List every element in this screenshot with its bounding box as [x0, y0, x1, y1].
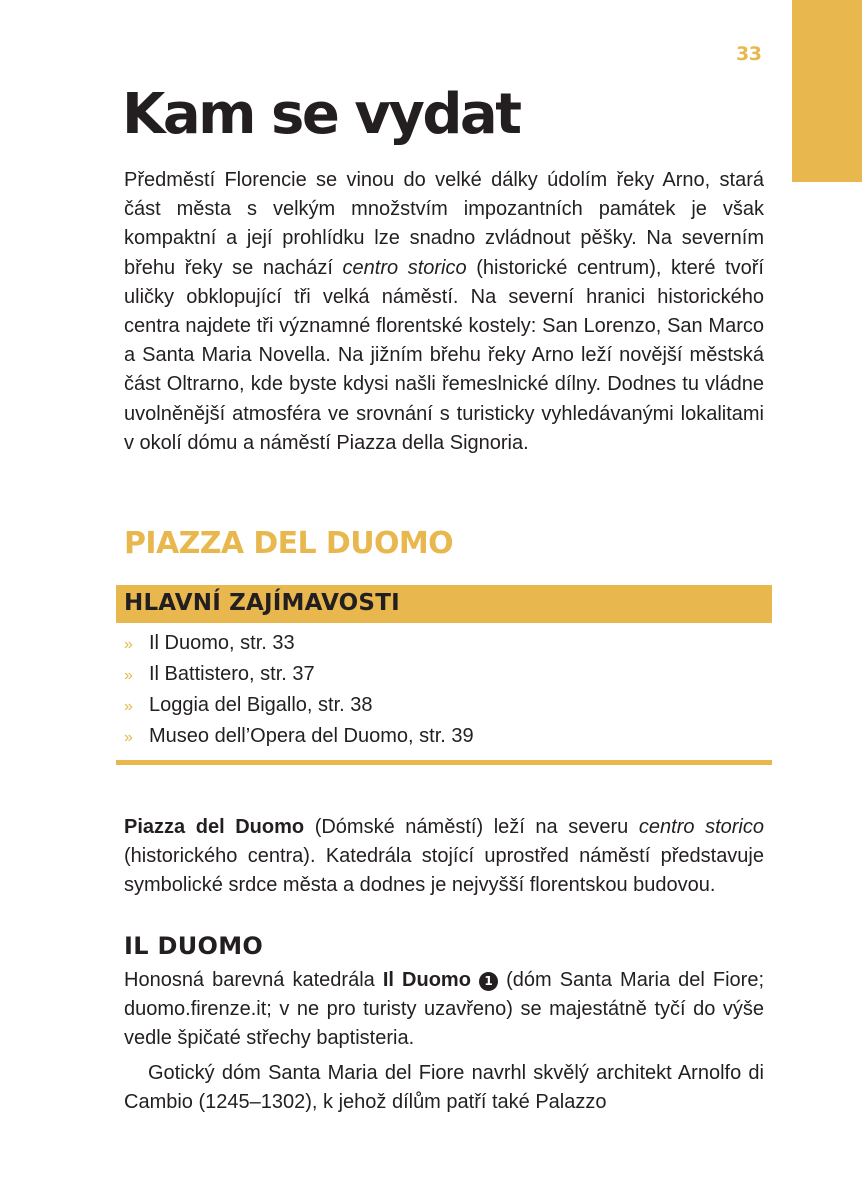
highlight-label: Museo dell’Opera del Duomo, str. 39 [149, 725, 474, 747]
duomo-paragraph-2: Gotický dóm Santa Maria del Fiore navrhl skvělý architekt Arnolfo di Cambio (1245–1302), k jehož dílům patří také Palazzo [124, 1062, 764, 1114]
map-marker-icon: 1 [479, 972, 498, 991]
highlight-label: Loggia del Bigallo, str. 38 [149, 694, 373, 716]
duomo-bold: Il Duomo [382, 969, 471, 991]
highlight-item [124, 659, 474, 690]
duomo-heading: IL DUOMO [124, 932, 264, 960]
intro-italic: centro storico [342, 256, 467, 279]
bullet-icon: » [124, 698, 133, 715]
highlight-label: Il Duomo, str. 33 [149, 632, 295, 654]
piazza-italic: centro storico [638, 816, 764, 838]
piazza-text-1: (Dómské náměstí) leží na severu [304, 816, 639, 838]
duomo-text-2: (dóm Santa Maria del Fiore; duomo.firenze.it; v ne pro turisty uzavřeno) se majestátně tyčí do výše vedle špičaté střechy baptisteria. [124, 969, 765, 1050]
duomo-paragraph-1 [124, 966, 764, 1054]
chapter-tab [792, 0, 862, 182]
highlight-item [124, 690, 474, 721]
piazza-text-2: (historického centra). Katedrála stojící uprostřed náměstí představuje symbolické srdce města a dodnes je nejvyšší florentskou budovou. [124, 845, 764, 897]
bullet-icon: » [124, 667, 133, 684]
highlight-item [124, 721, 474, 752]
piazza-bold: Piazza del Duomo [124, 816, 305, 838]
bullet-icon: » [124, 729, 133, 746]
section-heading: PIAZZA DEL DUOMO [124, 526, 454, 561]
highlights-heading: HLAVNÍ ZAJÍMAVOSTI [124, 590, 400, 616]
bullet-icon: » [124, 636, 133, 653]
intro-text-1: Předměstí Florencie se vinou do velké dálky údolím řeky Arno, stará část města s velkým množstvím impozantních památek je však kompaktní a její prohlídku lze snadno zvládnout pěšky. Na severním břehu řeky se nachází [124, 169, 764, 279]
highlights-rule [116, 760, 772, 765]
intro-paragraph [124, 166, 764, 458]
piazza-paragraph [124, 813, 764, 901]
highlights-header [116, 585, 772, 623]
intro-text-2: (historické centrum), které tvoří uličky obklopující tři velká náměstí. Na severní hranici historického centra najdete tři významné florentské kostely: San Lorenzo, San Marco a Santa Maria Novella. Na jižním břehu řeky Arno leží novější městská část Oltrarno, kde byste kdysi našli řemeslnické dílny. Dodnes tu vládne uvolněnější atmosféra ve srovnání s turisticky vyhledávanými lokalitami v okolí dómu a náměstí Piazza della Signoria. [124, 256, 764, 454]
highlight-item [124, 628, 474, 659]
highlight-label: Il Battistero, str. 37 [149, 663, 315, 685]
page-number: 33 [736, 43, 762, 65]
duomo-text-1: Honosná barevná katedrála [124, 969, 383, 991]
highlights-list [124, 628, 474, 752]
page-title: Kam se vydat [122, 82, 520, 147]
